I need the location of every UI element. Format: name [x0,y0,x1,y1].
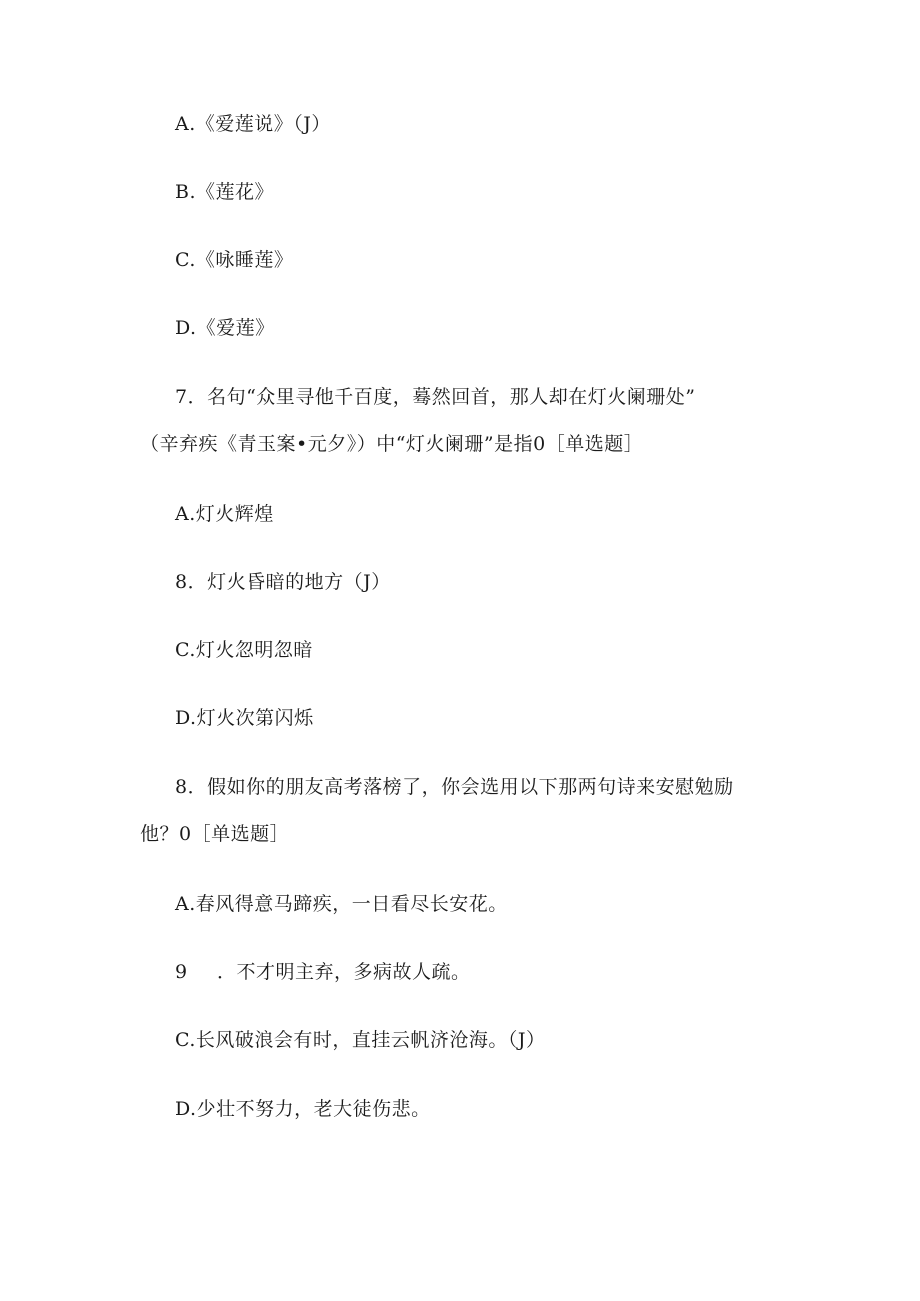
q8-option-b-text: ．不才明主弃，多病故人疏。 [217,961,471,983]
q8-option-c: C.长风破浪会有时，直挂云帆济沧海。（J） [175,1029,546,1051]
option-a-ailianshuo: A.《爱莲说》（J） [175,113,331,135]
option-c-yongshuilian: C.《咏睡莲》 [175,249,294,271]
q7-option-d: D.灯火次第闪烁 [175,707,314,729]
question-8-line2: 他？0［单选题］ [140,823,290,845]
q7-option-a: A.灯火辉煌 [175,503,274,525]
option-d-ailian: D.《爱莲》 [175,317,275,339]
q8-option-a: A.春风得意马蹄疾，一日看尽长安花。 [175,893,508,915]
q8-option-b-number: 9 [175,961,188,983]
option-b-lianhua: B.《莲花》 [175,181,275,203]
question-7-line1: 7．名句“众里寻他千百度，蓦然回首，那人却在灯火阑珊处” [175,386,696,408]
q7-option-c: C.灯火忽明忽暗 [175,639,313,661]
question-7-line2: （辛弃疾《青玉案•元夕》）中“灯火阑珊”是指0［单选题］ [140,433,644,455]
question-8-line1: 8．假如你的朋友高考落榜了，你会选用以下那两句诗来安慰勉励 [175,776,734,798]
q8-option-d: D.少壮不努力，老大徒伤悲。 [175,1098,431,1120]
q7-option-b: 8．灯火昏暗的地方（J） [175,571,391,593]
q8-option-b [175,960,471,984]
